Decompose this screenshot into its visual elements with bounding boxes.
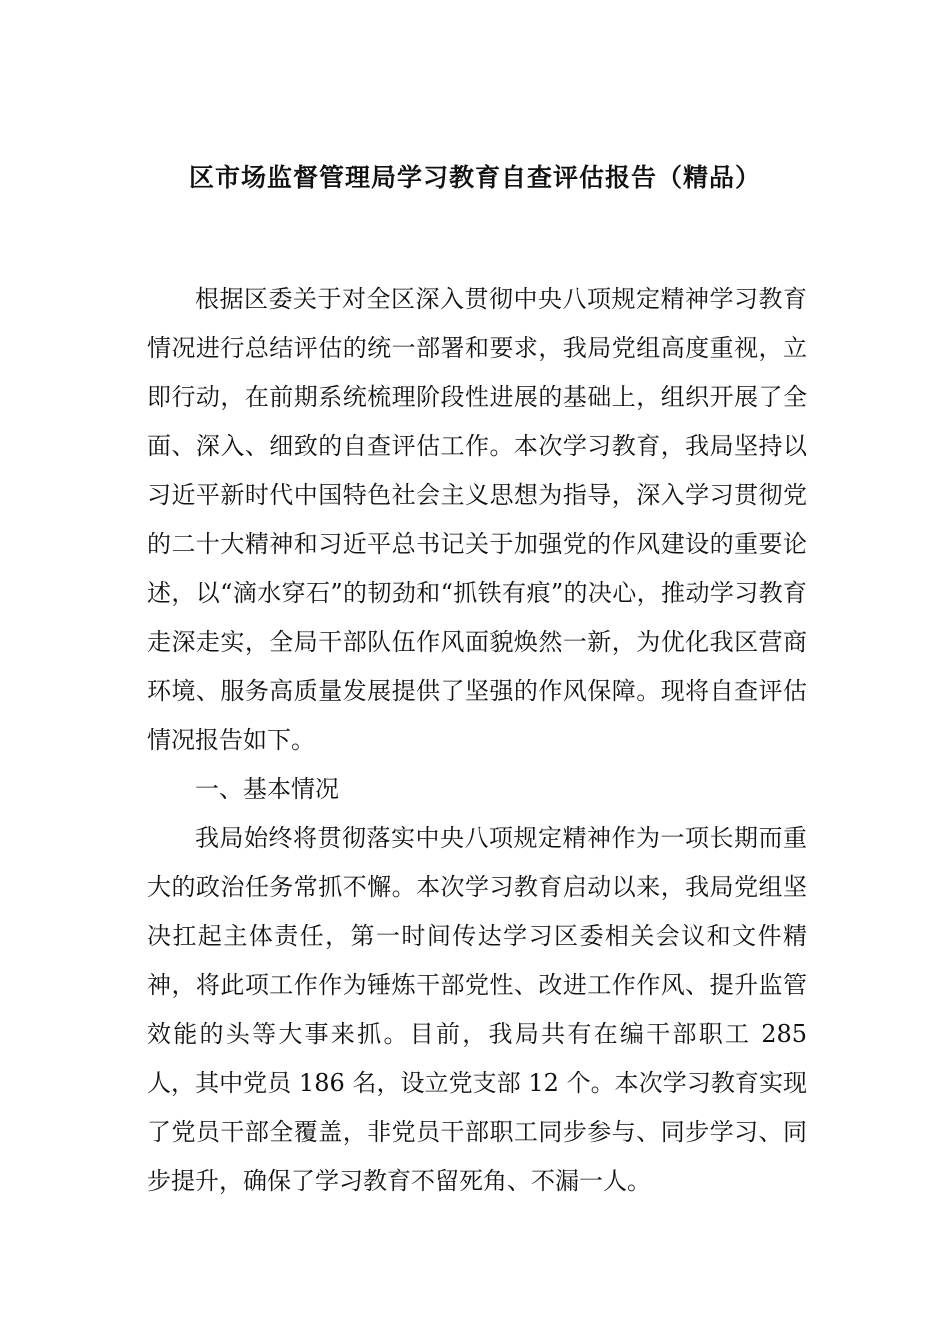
- document-title: 区市场监督管理局学习教育自查评估报告（精品）: [188, 163, 761, 192]
- basic-situation-paragraph: 我局始终将贯彻落实中央八项规定精神作为一项长期而重大的政治任务常抓不懈。本次学习教育启动以来，我局党组坚决扛起主体责任，第一时间传达学习区委相关会议和文件精神，将此项工作作为锤炼干部党性、改进工作作风、提升监管效能的头等大事来抓。目前，我局共有在编干部职工 285 人，其中党员 186 名，设立党支部 12 个。本次学习教育实现了党员干部全覆盖，非党员干部职工同步参与、同步学习、同步提升，确保了学习教育不留死角、不漏一人。: [147, 824, 807, 1195]
- document-body: [147, 275, 807, 1206]
- intro-paragraph: 根据区委关于对全区深入贯彻中央八项规定精神学习教育情况进行总结评估的统一部署和要求，我局党组高度重视，立即行动，在前期系统梳理阶段性进展的基础上，组织开展了全面、深入、细致的自查评估工作。本次学习教育，我局坚持以习近平新时代中国特色社会主义思想为指导，深入学习贯彻党的二十大精神和习近平总书记关于加强党的作风建设的重要论述，以“滴水穿石”的韧劲和“抓铁有痕”的决心，推动学习教育走深走实，全局干部队伍作风面貌焕然一新，为优化我区营商环境、服务高质量发展提供了坚强的作风保障。现将自查评估情况报告如下。: [147, 285, 807, 754]
- section-heading: 一、基本情况: [195, 775, 339, 803]
